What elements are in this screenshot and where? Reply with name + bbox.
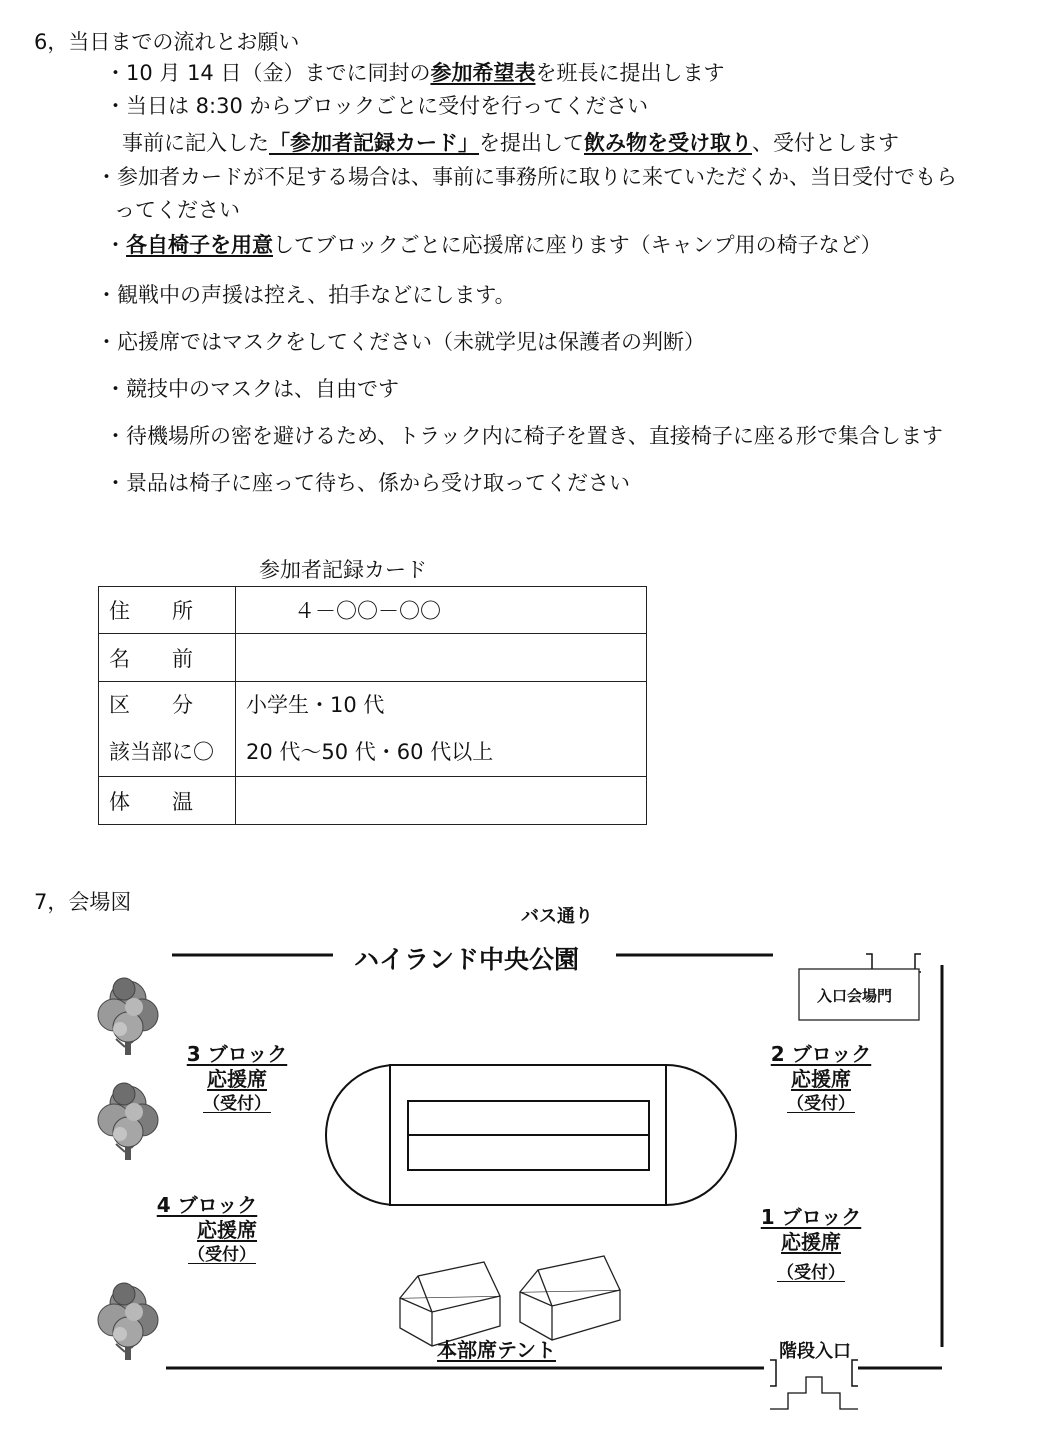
section6-heading: 6，当日までの流れとお願い — [34, 30, 300, 54]
card-title: 参加者記録カード — [259, 558, 427, 582]
block2-reception: （受付） — [787, 1094, 855, 1114]
block3-label — [178, 1042, 296, 1117]
bullet-reception-detail-mid: を提出して — [479, 131, 584, 155]
block4-reception: （受付） — [188, 1245, 256, 1265]
stairs-bracket-right — [852, 1360, 858, 1386]
bullet-submit-form-pre: ・10 月 14 日（金）までに同封の — [105, 61, 431, 85]
bullet-card-shortage-line2: ってください — [114, 198, 240, 222]
bullet-mask-competition: ・競技中のマスクは、自由です — [105, 377, 399, 401]
bullet-waiting-area: ・待機場所の密を避けるため、トラック内に椅子を置き、直接椅子に座る形で集合します — [105, 424, 943, 448]
bullet-reception-detail-pre: 事前に記入した — [122, 131, 269, 155]
tree-icon — [98, 978, 158, 1055]
stairs-icon — [770, 1377, 858, 1409]
tree-icon — [98, 1283, 158, 1360]
bullet-mask-seats: ・応援席ではマスクをしてください（未就学児は保護者の判断） — [96, 330, 705, 354]
address-value: ４－〇〇－〇〇 — [236, 587, 647, 634]
block3-reception: （受付） — [203, 1094, 271, 1114]
category-option-adult: 20 代～50 代・60 代以上 — [246, 740, 494, 764]
bullet-reception-time: ・当日は 8:30 からブロックごとに受付を行ってください — [105, 94, 649, 118]
block1-name: 1 ブロック — [760, 1205, 862, 1229]
bullet-cheering: ・観戦中の声援は控え、拍手などにします。 — [96, 283, 516, 307]
bullet-reception-detail-card: 「参加者記録カード」 — [269, 131, 479, 155]
block4-seats: 応援席 — [197, 1218, 257, 1242]
stairs-label: 階段入口 — [779, 1341, 851, 1362]
stairs-bracket-left — [770, 1360, 776, 1386]
address-label: 住 所 — [99, 587, 236, 634]
name-label: 名 前 — [99, 634, 236, 682]
section7-heading: 7，会場図 — [34, 890, 132, 914]
entrance-gate-label: 入口会場門 — [817, 987, 893, 1005]
block4-label — [148, 1193, 266, 1268]
bullet-chair-post: してブロックごとに応援席に座ります（キャンプ用の椅子など） — [273, 233, 882, 257]
block1-reception: （受付） — [777, 1263, 845, 1283]
category-option-young: 小学生・10 代 — [246, 693, 385, 717]
bus-road-label: バス通り — [521, 906, 593, 927]
bullet-reception-detail-drink: 飲み物を受け取り — [584, 131, 752, 155]
block3-name: 3 ブロック — [186, 1042, 288, 1066]
tent-icon — [520, 1256, 620, 1340]
temperature-label: 体 温 — [99, 777, 236, 825]
category-instruction: 該当部に〇 — [109, 740, 214, 764]
bullet-chair-emphasis: 各自椅子を用意 — [126, 233, 273, 257]
bullet-chair-pre: ・ — [105, 233, 126, 257]
category-label: 区 分 — [109, 693, 193, 717]
block1-label — [748, 1205, 874, 1286]
block1-seats: 応援席 — [781, 1230, 841, 1254]
bullet-prizes: ・景品は椅子に座って待ち、係から受け取ってください — [105, 471, 630, 495]
bullet-submit-form-post: を班長に提出します — [535, 61, 725, 85]
block2-name: 2 ブロック — [770, 1042, 872, 1066]
bullet-submit-form-emphasis: 参加希望表 — [430, 61, 536, 85]
block4-name: 4 ブロック — [156, 1193, 258, 1217]
block2-seats: 応援席 — [791, 1067, 851, 1091]
tent-label: 本部席テント — [437, 1338, 556, 1362]
block3-seats: 応援席 — [207, 1067, 267, 1091]
block2-label — [758, 1042, 884, 1117]
tree-icon — [98, 1083, 158, 1160]
bullet-card-shortage-line1: ・参加者カードが不足する場合は、事前に事務所に取りに来ていただくか、当日受付でもら — [96, 165, 957, 189]
bullet-reception-detail-post: 、受付とします — [752, 131, 899, 155]
park-name: ハイランド中央公園 — [350, 940, 583, 976]
